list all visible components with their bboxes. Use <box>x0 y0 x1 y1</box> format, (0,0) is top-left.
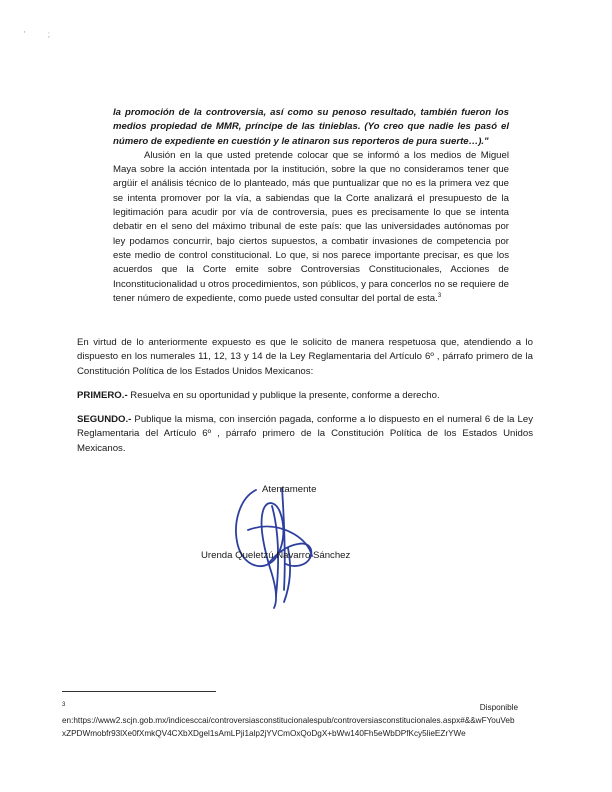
allusion-text: Alusión en la que usted pretende colocar que se informó a los medios de Miguel Maya sobre la acción intentada por la institución, sobre la que no consideramos tener que argüir el análisis técnico de lo planteado, más que puntualizar que no es la primera vez que se intenta promover por la vía, a sabiendas que la Corte analizará el presupuesto de la legitimación para acudir por vía de controversia, pues es precisamente lo que se intenta debatir en el seno del máximo tribunal de este país: que las universidades autónomas por ley podamos concurrir, bajo ciertos supuestos, a combatir invasiones de competencia por este medio de control constitucional. Lo que, si nos parece importante precisar, es que los acuerdos que la Corte emite sobre Controversias Constitucionales, Acciones de Inconstitucionalidad u otros procedimientos, son públicos, y para concerlos no se requiere de tener número de expediente, como puede usted consultar del portal de esta. <box>113 149 509 304</box>
footnote-header <box>62 702 518 715</box>
quote-emphasis: la promoción de la controversia, así como su penoso resultado, también fueron los medios propiedad de MMR, príncipe de las tinieblas. (Yo creo que nadie les pasó el número de expediente en cuestión y le atinaron sus reporteros de pura suerte…)." <box>113 107 509 147</box>
signature-block <box>150 468 450 618</box>
footnote-available-label: Disponible <box>479 703 518 712</box>
point-second <box>77 413 533 456</box>
closing-salutation: Atentamente <box>262 484 317 495</box>
footnote-divider <box>62 691 216 692</box>
point-second-label: SEGUNDO.- <box>77 414 132 426</box>
footnote-number: 3 <box>62 702 66 708</box>
quote-block <box>113 106 509 306</box>
point-second-text: Publique la misma, con inserción pagada, conforme a lo dispuesto en el numeral 6 de la Ley Reglamentaria del Artículo 6º , párrafo primero de la Constitución Política de los Estados Unidos Mexicanos. <box>77 414 533 454</box>
signer-name: Urenda Queletzú Navarro Sánchez <box>201 550 351 561</box>
request-body <box>77 336 533 466</box>
request-intro: En virtud de lo anteriormente expuesto es que le solicito de manera respetuosa que, atendiendo a lo dispuesto en los numerales 11, 12, 13 y 14 de la Ley Reglamentaria del Artículo 6º , párrafo primero de la Constitución Política de los Estados Unidos Mexicanos: <box>77 337 533 377</box>
scan-marks: ' ; <box>24 30 60 39</box>
allusion-paragraph <box>113 149 509 306</box>
point-first-label: PRIMERO.- <box>77 389 128 401</box>
footnote-reference[interactable]: 3 <box>437 292 442 299</box>
footnote-url[interactable]: en:https://www2.scjn.gob.mx/indicesccai/controversiasconstitucionalespub/controversiasconstitucionales.aspx#&&wFYouVebxZPDWmobfr93lXe0fXmkQV4CXbXDgel1sAmLPji1alp2jYVCmOxQoDgX+bWw140Fh5eWbDPfKcy5lieEZrYWe <box>62 716 515 738</box>
footnote <box>62 702 518 740</box>
point-first-text: Resuelva en su oportunidad y publique la presente, conforme a derecho. <box>127 389 440 401</box>
point-first <box>77 389 533 403</box>
